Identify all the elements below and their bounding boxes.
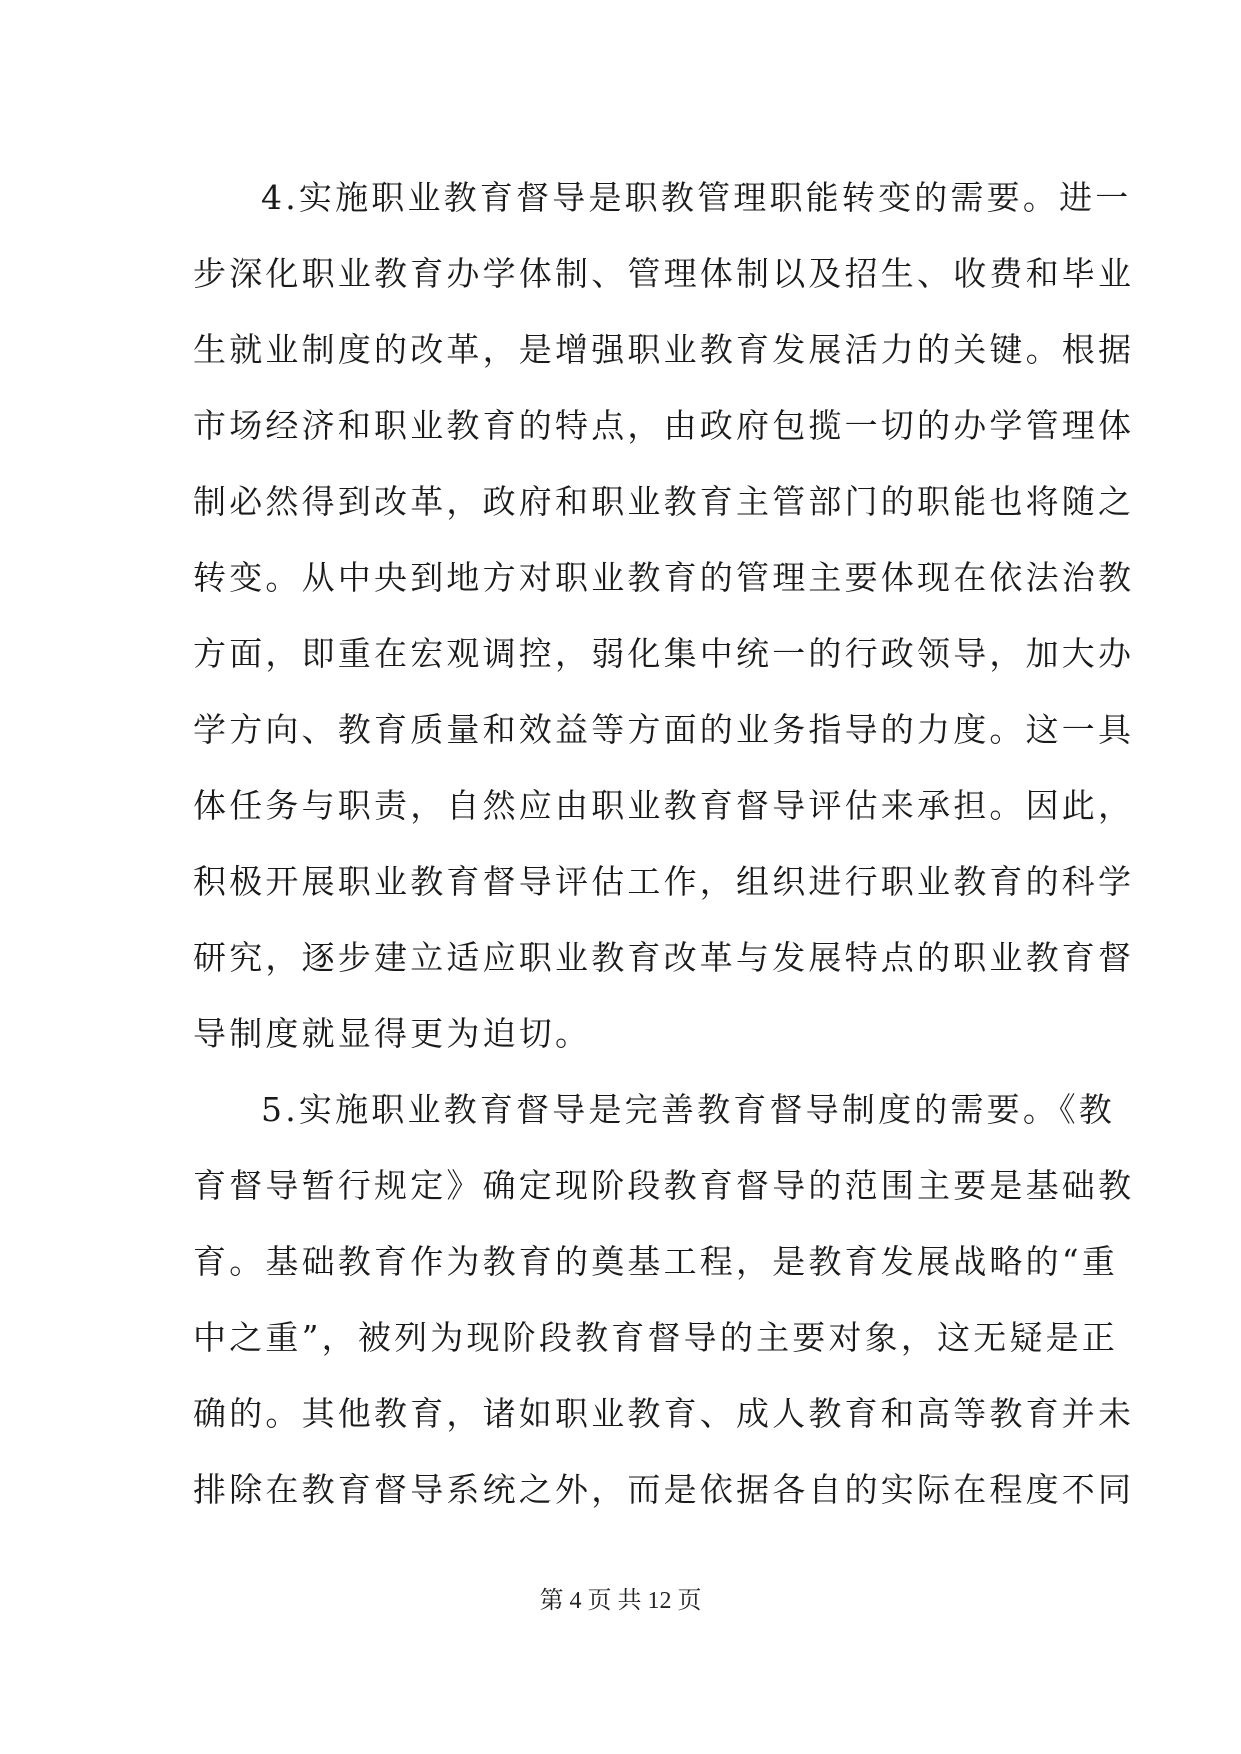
paragraph-5-line: 中之重”，被列为现阶段教育督导的主要对象，这无疑是正	[193, 1318, 1119, 1357]
document-body	[193, 160, 1135, 1528]
paragraph-4-line: 4.实施职业教育督导是职教管理职能转变的需要。进一	[261, 178, 1132, 217]
paragraph-5-line: 育督导暂行规定》确定现阶段教育督导的范围主要是基础教	[193, 1166, 1135, 1205]
paragraph-5-line: 育。基础教育作为教育的奠基工程，是教育发展战略的“重	[193, 1242, 1119, 1281]
paragraph-4-line: 积极开展职业教育督导评估工作，组织进行职业教育的科学	[193, 862, 1135, 901]
paragraph-4-line: 体任务与职责，自然应由职业教育督导评估来承担。因此，	[193, 786, 1135, 825]
page-number-footer: 第 4 页 共 12 页	[539, 1588, 702, 1614]
paragraph-4-line: 研究，逐步建立适应职业教育改革与发展特点的职业教育督	[193, 938, 1135, 977]
paragraph-5-line: 排除在教育督导系统之外，而是依据各自的实际在程度不同	[193, 1470, 1135, 1509]
paragraph-4-line: 方面，即重在宏观调控，弱化集中统一的行政领导，加大办	[193, 634, 1135, 673]
paragraph-4-line: 转变。从中央到地方对职业教育的管理主要体现在依法治教	[193, 558, 1135, 597]
paragraph-4-line: 学方向、教育质量和效益等方面的业务指导的力度。这一具	[193, 710, 1135, 749]
paragraph-4-line: 制必然得到改革，政府和职业教育主管部门的职能也将随之	[193, 482, 1135, 521]
paragraph-5-line: 5.实施职业教育督导是完善教育督导制度的需要。《教	[261, 1090, 1115, 1129]
paragraph-4-line: 生就业制度的改革，是增强职业教育发展活力的关键。根据	[193, 330, 1135, 369]
paragraph-5-line: 确的。其他教育，诸如职业教育、成人教育和高等教育并未	[193, 1394, 1135, 1433]
paragraph-4-line: 导制度就显得更为迫切。	[193, 1014, 592, 1053]
paragraph-4-line: 步深化职业教育办学体制、管理体制以及招生、收费和毕业	[193, 254, 1135, 293]
paragraph-4-line: 市场经济和职业教育的特点，由政府包揽一切的办学管理体	[193, 406, 1135, 445]
